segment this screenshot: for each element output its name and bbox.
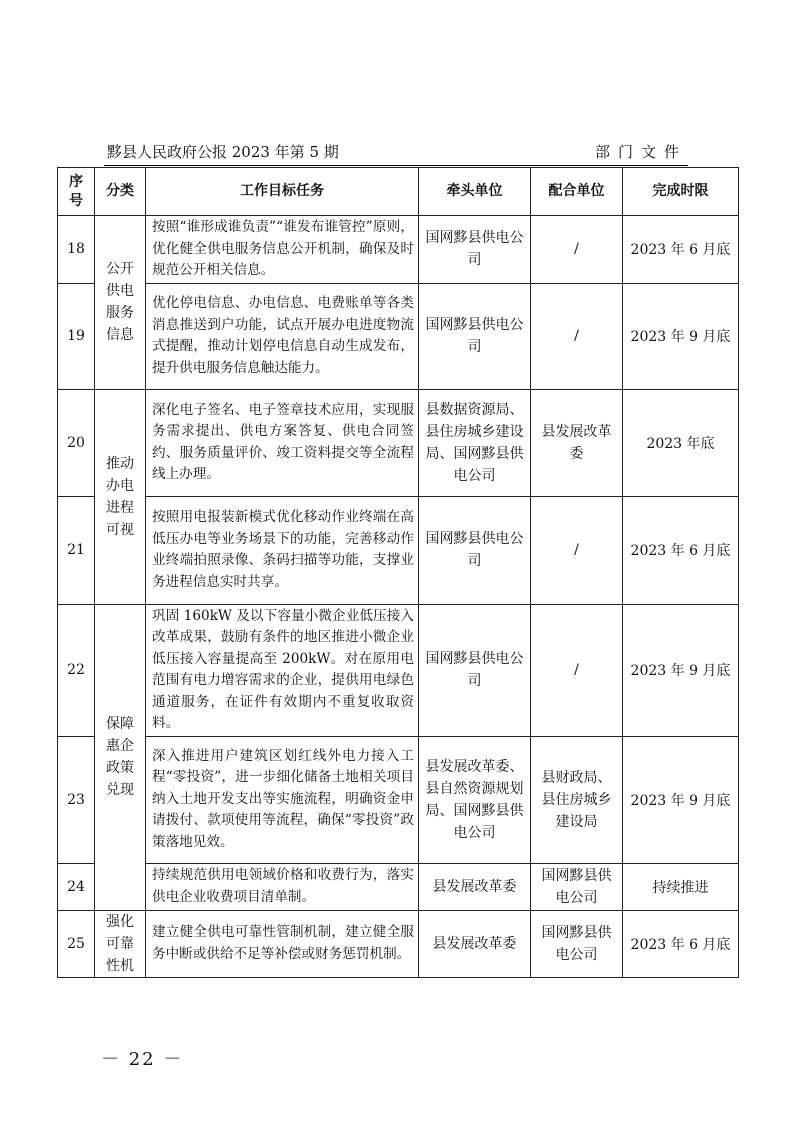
table-row bbox=[58, 496, 739, 604]
task-cell: 深入推进用户建筑区划红线外电力接入工程“零投资”，进一步细化储备土地相关项目纳入土地开发支出等实施流程，明确资金申请拨付、款项使用等流程，确保“零投资”政策落地见效。 bbox=[146, 736, 419, 863]
row-number: 19 bbox=[58, 283, 95, 389]
category-cell bbox=[95, 216, 146, 390]
task-cell: 巩固 160kW 及以下容量小微企业低压接入改革成果，鼓励有条件的地区推进小微企业低压接入容量提高至 200kW。对在原用电范围有电力增容需求的企业，提供用电绿色通道服务，在证件有效期内不重复收取资料。 bbox=[146, 604, 419, 736]
page-header bbox=[107, 141, 687, 165]
task-cell: 按照“谁形成谁负责”“谁发布谁管控”原则，优化健全供电服务信息公开机制，确保及时规范公开相关信息。 bbox=[146, 216, 419, 284]
table-row bbox=[58, 910, 739, 977]
col-header-task: 工作目标任务 bbox=[146, 168, 419, 216]
lead-unit-cell: 国网黟县供电公司 bbox=[419, 283, 531, 389]
category-label: 推动办电进程可视 bbox=[106, 455, 134, 538]
header-rule bbox=[104, 165, 688, 166]
coop-unit-cell: 国网黟县供电公司 bbox=[531, 863, 623, 910]
page-number: － 22 － bbox=[101, 1049, 184, 1070]
lead-unit-cell: 县数据资源局、县住房城乡建设局、国网黟县供电公司 bbox=[419, 389, 531, 496]
task-cell: 按照用电报装新模式优化移动作业终端在高低压办电等业务场景下的功能，完善移动作业终端拍照录像、条码扫描等功能，支撑业务进程信息实时共享。 bbox=[146, 496, 419, 604]
lead-unit-cell: 国网黟县供电公司 bbox=[419, 216, 531, 284]
deadline-cell: 2023 年 6 月底 bbox=[623, 496, 739, 604]
col-header-coop: 配合单位 bbox=[531, 168, 623, 216]
table-header-row bbox=[58, 168, 739, 216]
coop-unit-cell: / bbox=[531, 496, 623, 604]
coop-unit-cell: 国网黟县供电公司 bbox=[531, 910, 623, 977]
task-cell: 优化停电信息、办电信息、电费账单等各类消息推送到户功能，试点开展办电进度物流式提醒，推动计划停电信息自动生成发布，提升供电服务信息触达能力。 bbox=[146, 283, 419, 389]
table-row bbox=[58, 604, 739, 736]
category-label: 保障惠企政策兑现 bbox=[106, 716, 134, 798]
task-cell: 深化电子签名、电子签章技术应用，实现服务需求提出、供电方案答复、供电合同签约、服务质量评价、竣工资料提交等全流程线上办理。 bbox=[146, 389, 419, 496]
category-label: 强化可靠性机 bbox=[106, 913, 134, 974]
col-header-no: 序号 bbox=[58, 168, 95, 216]
category-cell bbox=[95, 910, 146, 977]
category-cell bbox=[95, 604, 146, 910]
row-number: 22 bbox=[58, 604, 95, 736]
task-cell: 持续规范供用电领域价格和收费行为，落实供电企业收费项目清单制。 bbox=[146, 863, 419, 910]
coop-unit-cell: / bbox=[531, 216, 623, 284]
deadline-cell: 2023 年 9 月底 bbox=[623, 604, 739, 736]
lead-unit-cell: 县发展改革委 bbox=[419, 910, 531, 977]
deadline-cell: 持续推进 bbox=[623, 863, 739, 910]
category-label: 公开供电服务信息 bbox=[106, 261, 134, 344]
table-row bbox=[58, 863, 739, 910]
table-row bbox=[58, 736, 739, 863]
table-row bbox=[58, 389, 739, 496]
coop-unit-cell: / bbox=[531, 604, 623, 736]
col-header-deadline: 完成时限 bbox=[623, 168, 739, 216]
section-label: 部门文件 bbox=[594, 143, 687, 161]
row-number: 23 bbox=[58, 736, 95, 863]
row-number: 18 bbox=[58, 216, 95, 284]
col-header-category: 分类 bbox=[95, 168, 146, 216]
task-cell: 建立健全供电可靠性管制机制，建立健全服务中断或供给不足等补偿或财务惩罚机制。 bbox=[146, 910, 419, 977]
deadline-cell: 2023 年 6 月底 bbox=[623, 216, 739, 284]
category-cell bbox=[95, 389, 146, 604]
deadline-cell: 2023 年底 bbox=[623, 389, 739, 496]
lead-unit-cell: 县发展改革委、县自然资源规划局、国网黟县供电公司 bbox=[419, 736, 531, 863]
lead-unit-cell: 国网黟县供电公司 bbox=[419, 496, 531, 604]
row-number: 24 bbox=[58, 863, 95, 910]
table-row bbox=[58, 283, 739, 389]
gazette-title: 黟县人民政府公报 2023 年第 5 期 bbox=[107, 143, 339, 161]
deadline-cell: 2023 年 9 月底 bbox=[623, 736, 739, 863]
coop-unit-cell: / bbox=[531, 283, 623, 389]
coop-unit-cell: 县发展改革委 bbox=[531, 389, 623, 496]
lead-unit-cell: 县发展改革委 bbox=[419, 863, 531, 910]
lead-unit-cell: 国网黟县供电公司 bbox=[419, 604, 531, 736]
col-header-lead: 牵头单位 bbox=[419, 168, 531, 216]
row-number: 21 bbox=[58, 496, 95, 604]
row-number: 25 bbox=[58, 910, 95, 977]
deadline-cell: 2023 年 6 月底 bbox=[623, 910, 739, 977]
deadline-cell: 2023 年 9 月底 bbox=[623, 283, 739, 389]
table-row bbox=[58, 216, 739, 284]
row-number: 20 bbox=[58, 389, 95, 496]
coop-unit-cell: 县财政局、县住房城乡建设局 bbox=[531, 736, 623, 863]
task-table bbox=[57, 167, 739, 978]
